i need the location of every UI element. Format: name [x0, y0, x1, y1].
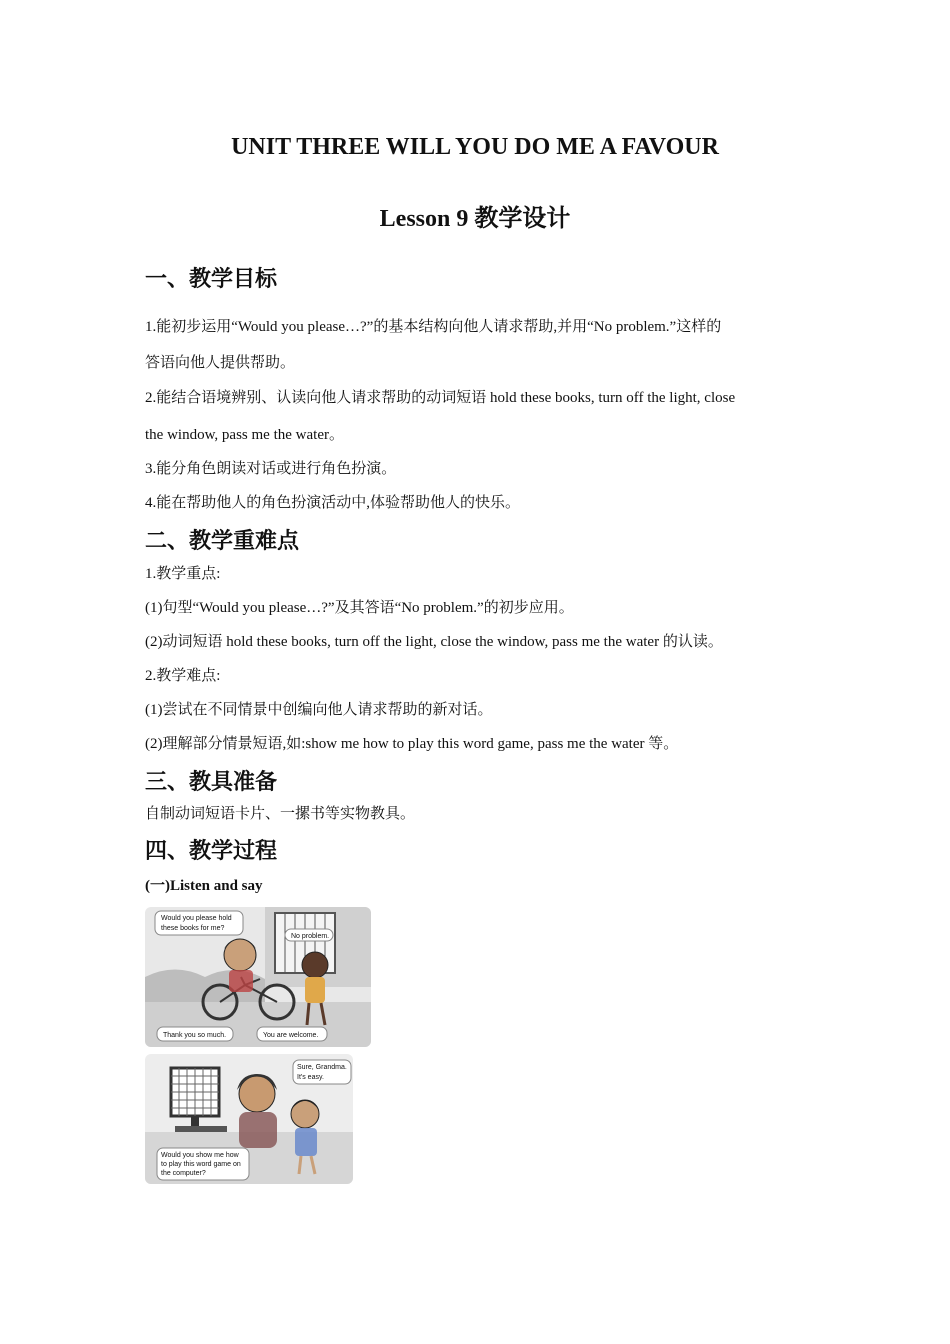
bubble-text: to play this word game on	[161, 1161, 241, 1168]
subheading-listen-and-say: (一)Listen and say	[145, 878, 263, 894]
paragraph-line: 1.教学重点:	[145, 566, 221, 582]
section-heading-key-points: 二、教学重难点	[145, 529, 300, 554]
illustration-computer-scene	[145, 1054, 353, 1184]
paragraph-line: 答语向他人提供帮助。	[145, 355, 296, 371]
paragraph-line: 2.能结合语境辨别、认读向他人请求帮助的动词短语 hold these books, turn off the light, close	[145, 390, 736, 406]
paragraph-line: 1.能初步运用“Would you please…?”的基本结构向他人请求帮助,并用“No problem.”这样的	[145, 319, 722, 335]
paragraph-line: (1)尝试在不同情景中创编向他人请求帮助的新对话。	[145, 702, 493, 718]
bubble-text: It's easy.	[297, 1074, 324, 1081]
bubble-text: Thank you so much.	[163, 1032, 227, 1039]
unit-title: UNIT THREE WILL YOU DO ME A FAVOUR	[231, 134, 719, 160]
illustration-bicycle-svg	[145, 907, 371, 1047]
section-heading-process: 四、教学过程	[145, 839, 278, 864]
bubble-text: Would you please hold	[161, 915, 232, 922]
paragraph-line: 自制动词短语卡片、一摞书等实物教具。	[145, 806, 416, 822]
paragraph-line: 4.能在帮助他人的角色扮演活动中,体验帮助他人的快乐。	[145, 495, 521, 511]
paragraph-line: (2)理解部分情景短语,如:show me how to play this word game, pass me the water 等。	[145, 736, 679, 752]
lesson-title: Lesson 9 教学设计	[379, 206, 571, 232]
paragraph-line: (2)动词短语 hold these books, turn off the light, close the window, pass me the water 的认读。	[145, 634, 723, 650]
bubble-text: No problem.	[291, 933, 330, 940]
section-heading-objectives: 一、教学目标	[145, 267, 278, 292]
section-heading-materials: 三、教具准备	[145, 770, 278, 795]
paragraph-line: 3.能分角色朗读对话或进行角色扮演。	[145, 461, 397, 477]
bubble-text: You are welcome.	[263, 1032, 319, 1039]
paragraph-line: 2.教学难点:	[145, 668, 221, 684]
paragraph-line: (1)句型“Would you please…?”及其答语“No problem.”的初步应用。	[145, 600, 574, 616]
paragraph-line: the window, pass me the water。	[145, 427, 344, 443]
bubble-text: these books for me?	[161, 925, 225, 932]
illustration-computer-svg	[145, 1054, 353, 1184]
bubble-text: Would you show me how	[161, 1152, 239, 1159]
bubble-text: the computer?	[161, 1170, 206, 1177]
illustration-bicycle-scene	[145, 907, 371, 1047]
bubble-text: Sure, Grandma.	[297, 1064, 347, 1071]
